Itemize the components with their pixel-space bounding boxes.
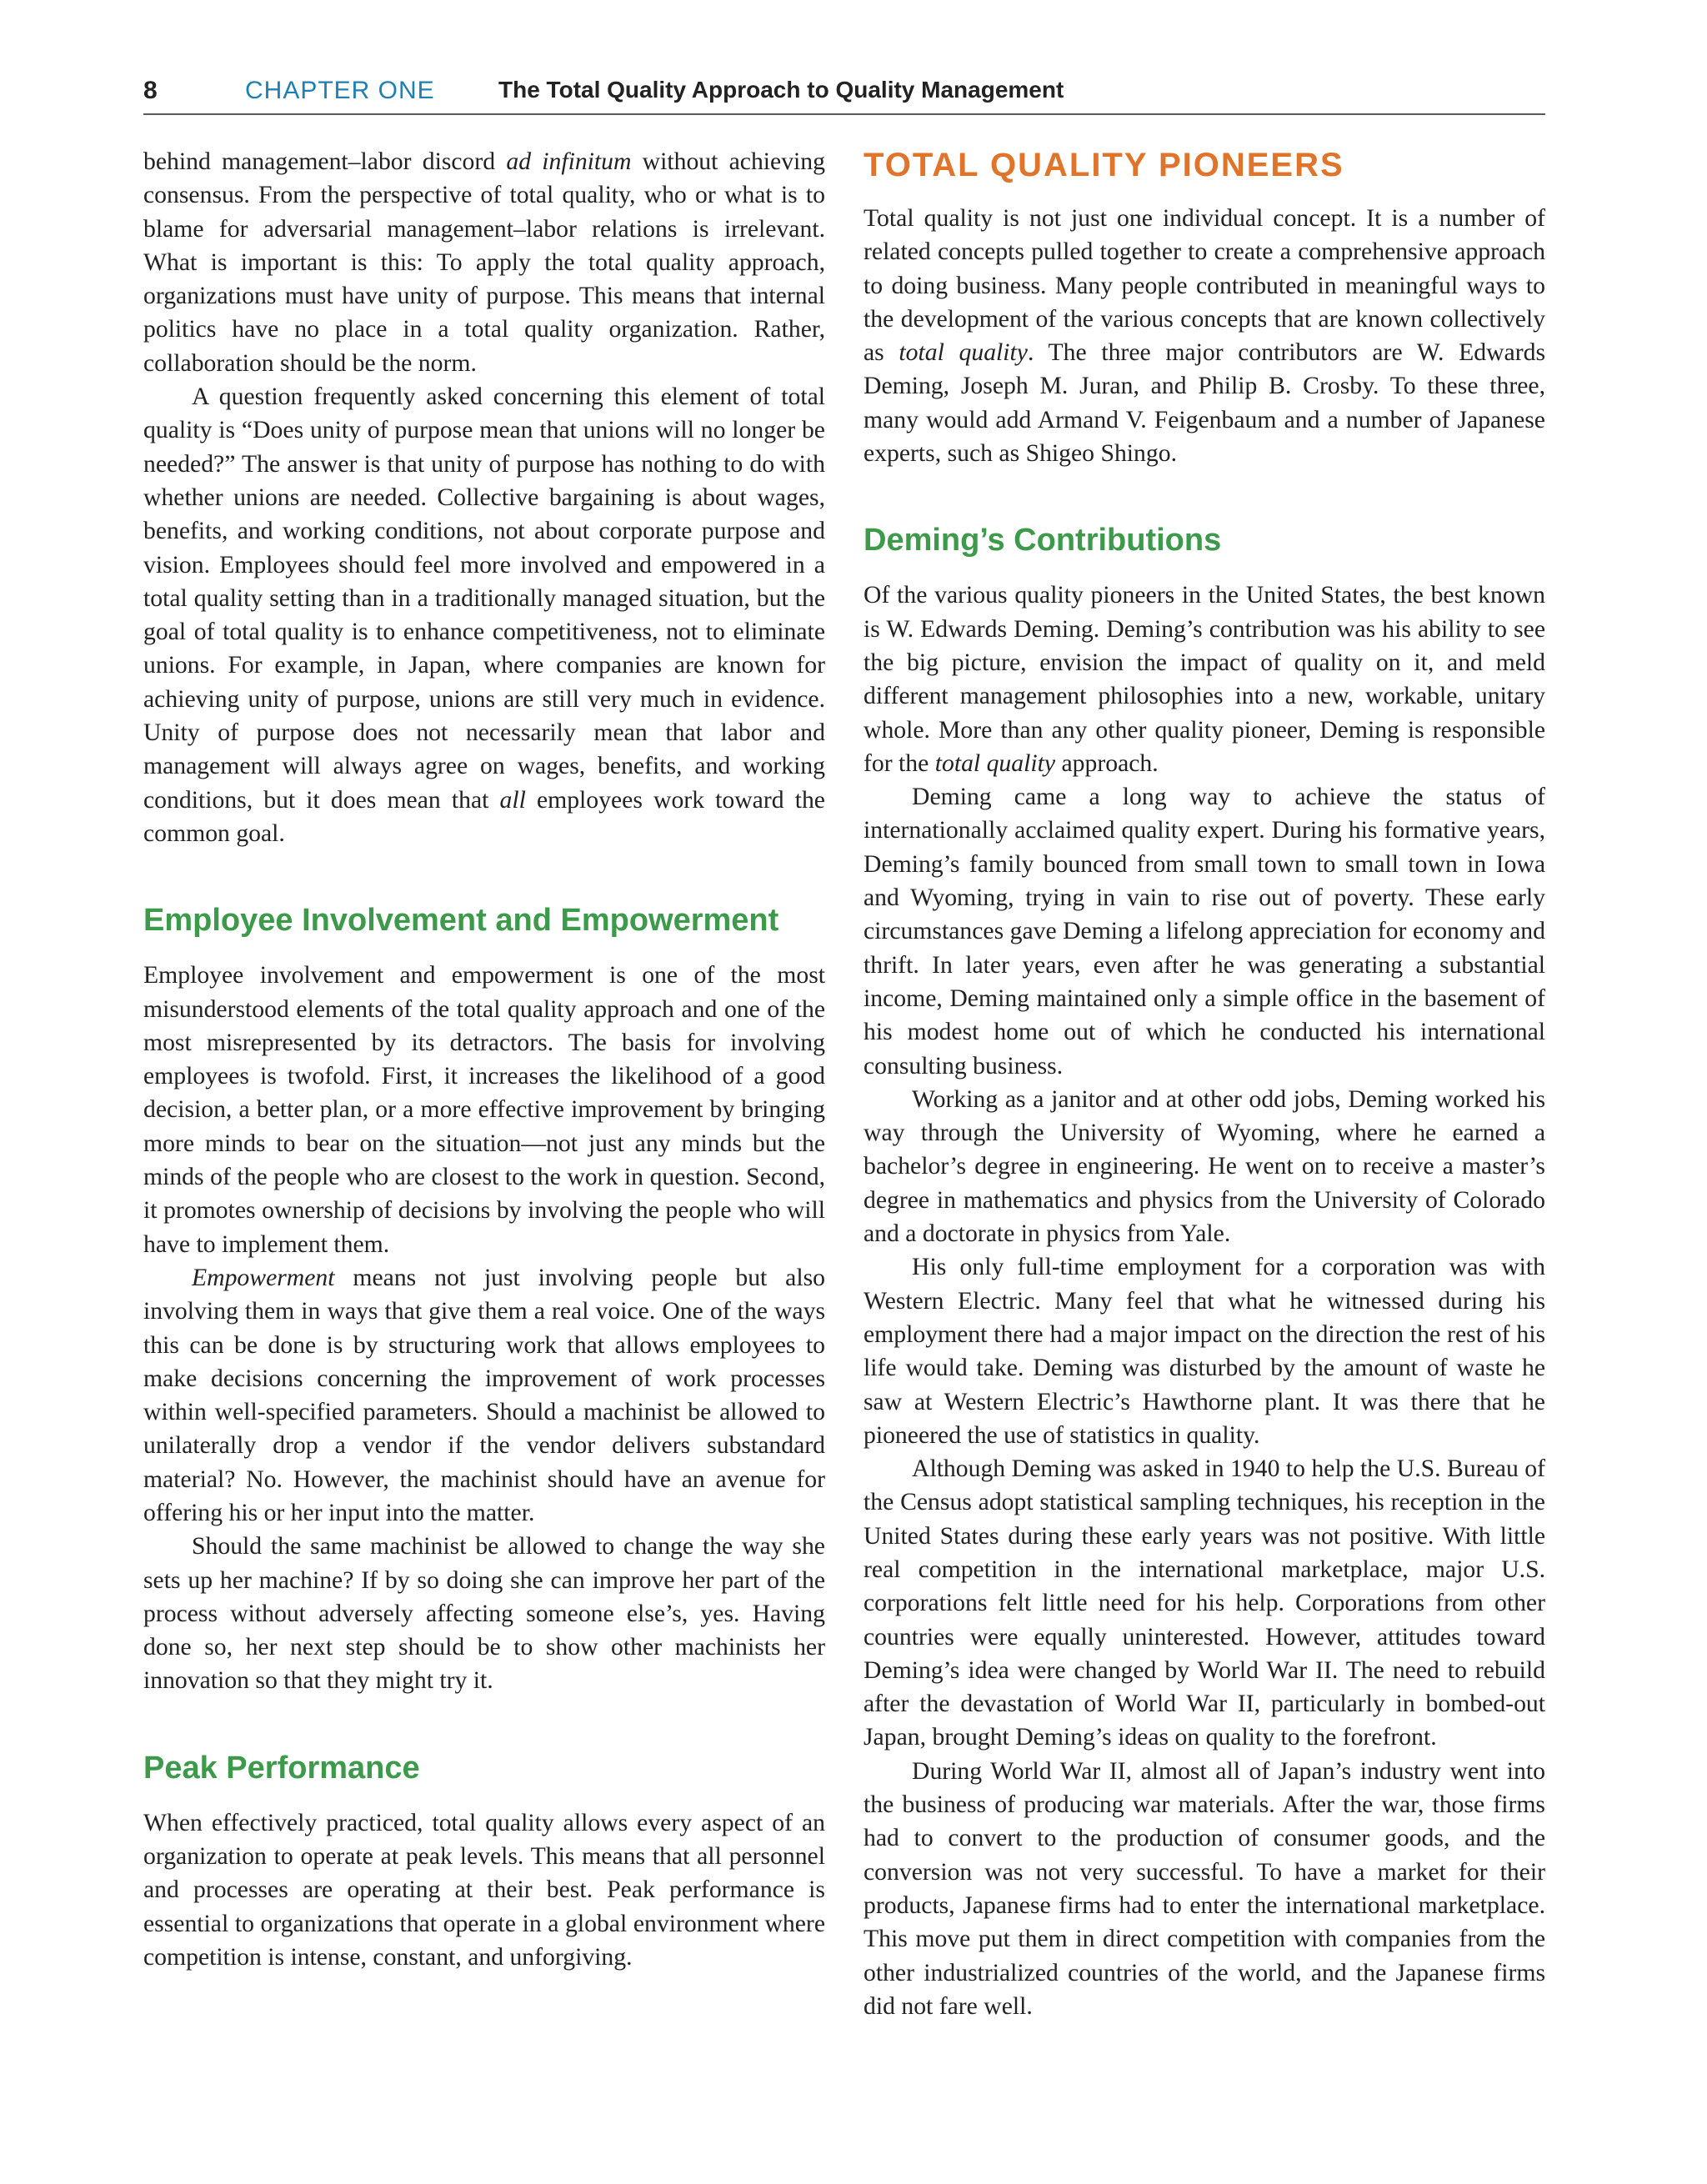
chapter-label: CHAPTER ONE [245, 77, 435, 104]
italic-text: Empowerment [192, 1264, 335, 1291]
text-run: . The three major contributors are W. Edwards Deming, Joseph M. Juran, and Philip B. Crosby. To these three, many would add Armand V. Feigenbaum and a number of Japanese experts, such as Shigeo Shingo. [864, 339, 1546, 468]
paragraph: Although Deming was asked in 1940 to help the U.S. Bureau of the Census adopt statistical sampling techniques, his reception in the United States during these early years was not positive. With little real competition in the international marketplace, major U.S. corporations felt little need for his help. Corporations from other countries were equally uninterested. However, attitudes toward Deming’s idea were changed by World War II. The need to rebuild after the devastation of World War II, particularly in bombed-out Japan, brought Deming’s ideas on quality to the forefront. [864, 1455, 1545, 1751]
section-heading-pioneers: TOTAL QUALITY PIONEERS [864, 147, 1344, 183]
paragraph [864, 579, 1545, 780]
heading-deming-contributions: Deming’s Contributions [864, 523, 1222, 559]
paragraph [143, 145, 825, 380]
heading-employee-involvement: Employee Involvement and Empowerment [143, 903, 779, 939]
paragraph: Deming came a long way to achieve the status of internationally acclaimed quality expert. During his formative years, Deming’s family bounced from small town to small town in Iowa and Wyoming, trying in vain to rise out of poverty. These early circumstances gave Deming a lifelong appreciation for economy and thrift. In later years, even after he was generating a substantial income, Deming maintained only a simple office in the basement of his modest home out of which he conducted his international consulting business. [864, 784, 1545, 1079]
paragraph [143, 1261, 825, 1530]
left-column [143, 145, 825, 1974]
text-run: behind management–labor discord [143, 148, 507, 175]
paragraph: His only full-time employment for a corporation was with Western Electric. Many feel that what he witnessed during his employment there had a major impact on the direction the rest of his life would take. Deming was disturbed by the amount of waste he saw at Western Electric’s Hawthorne plant. It was there that he pioneered the use of statistics in quality. [864, 1254, 1545, 1449]
paragraph: When effectively practiced, total quality allows every aspect of an organization to operate at peak levels. This means that all personnel and processes are operating at their best. Peak performance is essential to organizations that operate in a global environment where competition is intense, constant, and unforgiving. [143, 1809, 825, 1971]
text-run: means not just involving people but also involving them in ways that give them a real voice. One of the ways this can be done is by structuring work that allows employees to make decisions concerning the improvement of work processes within well-specified parameters. Should a machinist be allowed to unilaterally drop a vendor if the vendor delivers substandard material? No. However, the machinist should have an avenue for offering his or her input into the matter. [143, 1264, 825, 1526]
text-run: without achieving consensus. From the perspective of total quality, who or what is to blame for adversarial management–labor relations is irrelevant. What is important is this: To apply the total quality approach, organizations must have unity of purpose. This means that internal politics have no place in a total quality organization. Rather, collaboration should be the norm. [143, 148, 825, 377]
paragraph: During World War II, almost all of Japan’s industry went into the business of producing war materials. After the war, those firms had to convert to the production of consumer goods, and the conversion was not very successful. To have a market for their products, Japanese firms had to enter the international marketplace. This move put them in direct competition with companies from the other industrialized countries of the world, and the Japanese firms did not fare well. [864, 1757, 1545, 2020]
chapter-title: The Total Quality Approach to Quality Management [498, 77, 1064, 103]
paragraph: Employee involvement and empowerment is one of the most misunderstood elements of the total quality approach and one of the most misrepresented by its detractors. The basis for involving employees is twofold. First, it increases the likelihood of a good decision, a better plan, or a more effective improvement by bringing more minds to bear on the situation—not just any minds but the minds of the people who are closest to the work in question. Second, it promotes ownership of decisions by involving the people who will have to implement them. [143, 962, 825, 1258]
text-run: approach. [1055, 749, 1159, 777]
text-run: employees work toward the common goal. [143, 786, 825, 847]
paragraph [864, 202, 1545, 470]
heading-peak-performance: Peak Performance [143, 1750, 420, 1786]
italic-text: total quality [899, 339, 1028, 367]
paragraph: Should the same machinist be allowed to change the way she sets up her machine? If by so doing she can improve her part of the process without adversely affecting someone else’s, yes. Having done so, her next step should be to show other machinists her innovation so that they might try it. [143, 1533, 825, 1695]
right-column [864, 147, 1545, 2023]
running-header [143, 77, 1545, 115]
italic-text: total quality [934, 749, 1056, 777]
paragraph [143, 380, 825, 850]
text-run: Of the various quality pioneers in the United States, the best known is W. Edwards Deming. Deming’s contribution was his ability to see the big picture, envision the impact of quality on it, and meld different management philosophies into a new, workable, unitary whole. More than any other quality pioneer, Deming is responsible for the [864, 582, 1545, 777]
text-run: Total quality is not just one individual concept. It is a number of related concepts pulled together to create a comprehensive approach to doing business. Many people contributed in meaningful ways to the development of the various concepts that are known collectively as [864, 205, 1545, 367]
page-number: 8 [143, 77, 158, 104]
text-run: A question frequently asked concerning this element of total quality is “Does unity of purpose mean that unions will no longer be needed?” The answer is that unity of purpose has nothing to do with whether unions are needed. Collective bargaining is about wages, benefits, and working conditions, not about corporate purpose and vision. Employees should feel more involved and empowered in a total quality setting than in a traditionally managed situation, but the goal of total quality is to enhance competitiveness, not to eliminate unions. For example, in Japan, where companies are known for achieving unity of purpose, unions are still very much in evidence. Unity of purpose does not necessarily mean that labor and management will always agree on wages, benefits, and working conditions, but it does mean that [143, 383, 825, 814]
paragraph: Working as a janitor and at other odd jobs, Deming worked his way through the University of Wyoming, where he earned a bachelor’s degree in engineering. He went on to receive a master’s degree in mathematics and physics from the University of Colorado and a doctorate in physics from Yale. [864, 1085, 1545, 1248]
italic-text: all [499, 786, 526, 814]
italic-text: ad infinitum [506, 148, 632, 175]
